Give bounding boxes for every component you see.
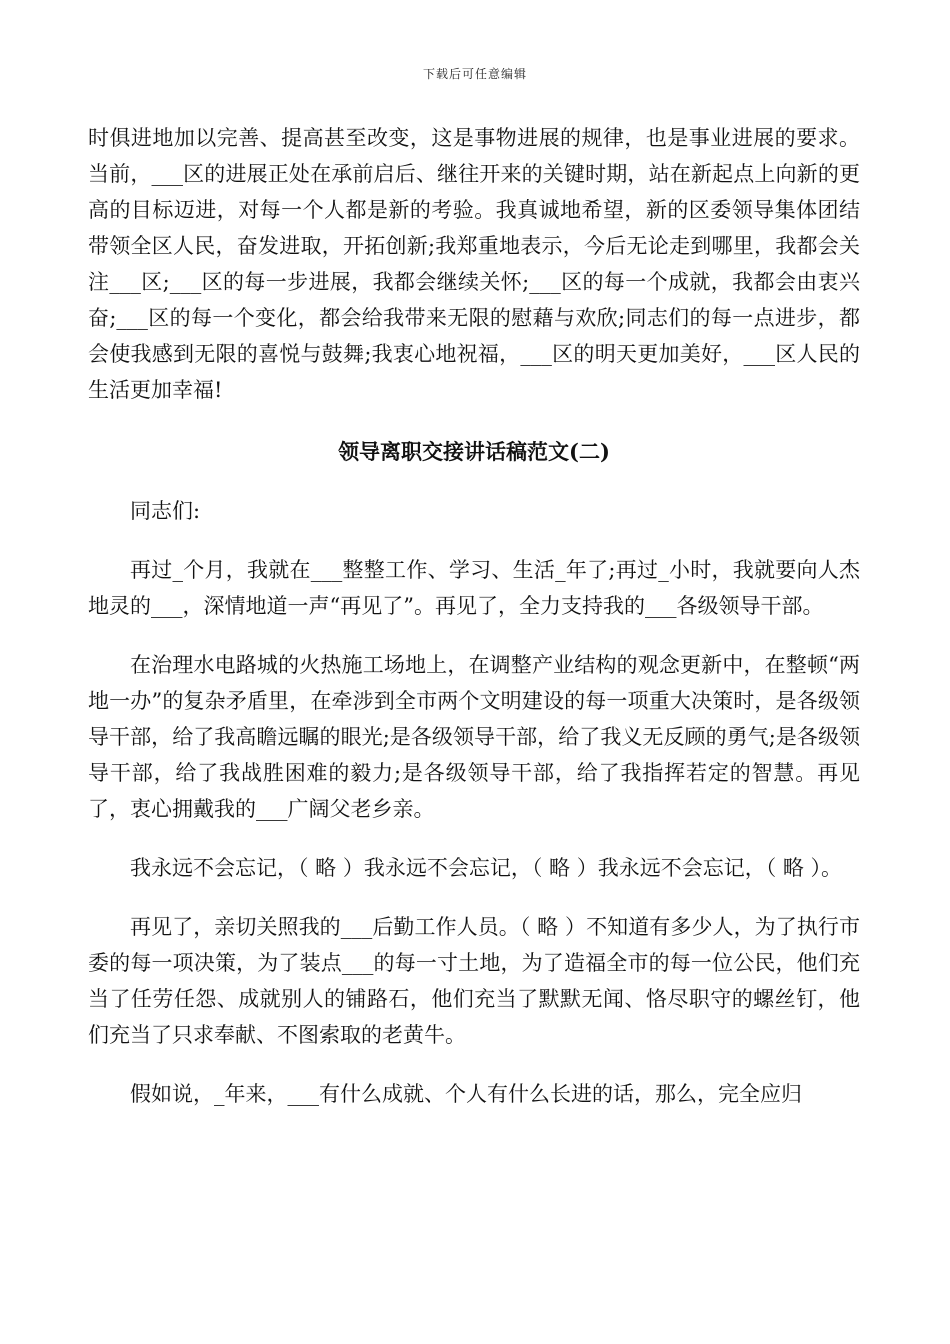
paragraph-5: 假如说，_年来，___有什么成就、个人有什么长进的话，那么，完全应归 xyxy=(130,1082,802,1106)
paragraph-1: 再过_个月，我就在___整整工作、学习、生活_年了;再过_小时，我就要向人杰地灵的___，深情地道一声“再见了”。再见了，全力支持我的___各级领导干部。 xyxy=(88,558,860,618)
continuation-paragraph: 时俱进地加以完善、提高甚至改变，这是事物进展的规律，也是事业进展的要求。当前，___区的进展正处在承前启后、继往开来的关键时期，站在新起点上向新的更高的目标迈进，对每一个人都是新的考验。我真诚地希望，新的区委领导集体团结带领全区人民，奋发进取，开拓创新;我郑重地表示，今后无论走到哪里，我都会关注___区;___区的每一步进展，我都会继续关怀;___区的每一个成就，我都会由衷兴奋;___区的每一个变化，都会给我带来无限的慰藉与欢欣;同志们的每一点进步，都会使我感到无限的喜悦与鼓舞;我衷心地祝福，___区的明天更加美好，___区人民的生活更加幸福! xyxy=(88,126,860,402)
document-body xyxy=(88,120,860,1112)
paragraph-3: 我永远不会忘记，（ 略 ）我永远不会忘记，（ 略 ）我永远不会忘记，（ 略 ）。 xyxy=(130,856,843,880)
paragraph-2: 在治理水电路城的火热施工场地上，在调整产业结构的观念更新中，在整顿“两地一办”的复杂矛盾里，在牵涉到全市两个文明建设的每一项重大决策时，是各级领导干部，给了我高瞻远瞩的眼光;是各级领导干部，给了我义无反顾的勇气;是各级领导干部，给了我战胜困难的毅力;是各级领导干部，给了我指挥若定的智慧。再见了，衷心拥戴我的___广阔父老乡亲。 xyxy=(88,653,860,821)
header-note: 下载后可任意编辑 xyxy=(422,67,527,81)
section-title: 领导离职交接讲话稿范文(二) xyxy=(338,439,610,464)
greeting: 同志们: xyxy=(130,499,201,523)
paragraph-4: 再见了，亲切关照我的___后勤工作人员。（ 略 ）不知道有多少人，为了执行市委的每一项决策，为了装点___的每一寸土地，为了造福全市的每一位公民，他们充当了任劳任怨、成就别人的铺路石，他们充当了默默无闻、恪尽职守的螺丝钉，他们充当了只求奉献、不图索取的老黄牛。 xyxy=(88,915,860,1047)
